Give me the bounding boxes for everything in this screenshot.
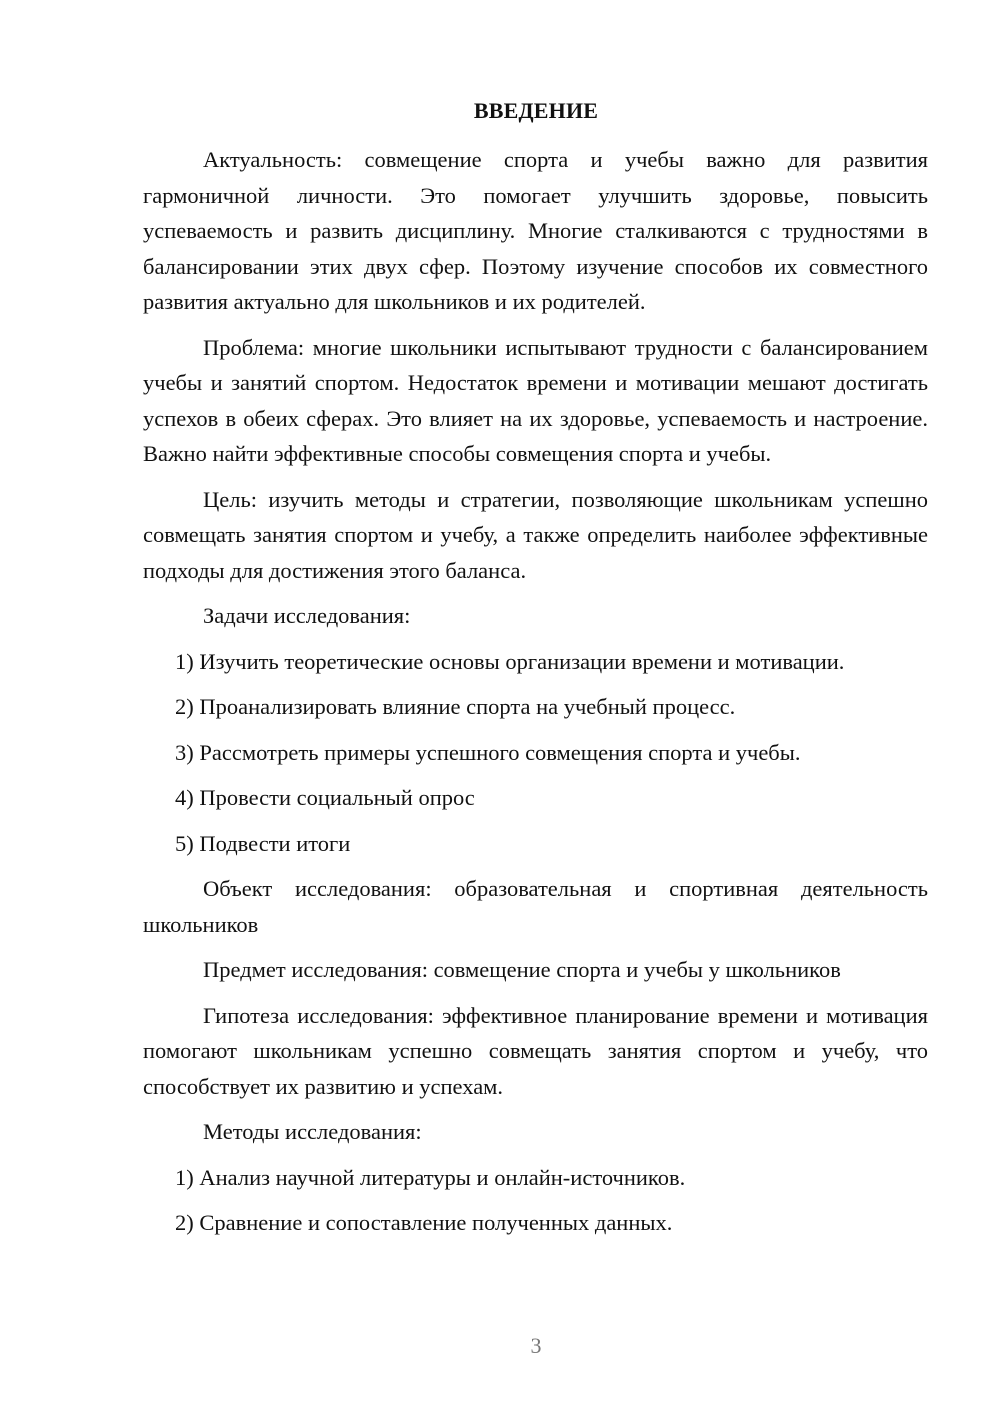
method-item: 2) Сравнение и сопоставление полученных данных. [175, 1210, 673, 1235]
task-item: 3) Рассмотреть примеры успешного совмещения спорта и учебы. [175, 739, 801, 765]
task-item: 2) Проанализировать влияние спорта на учебный процесс. [175, 694, 736, 719]
page-number: 3 [530, 1333, 542, 1358]
problem-paragraph: Проблема: многие школьники испытывают трудности с балансированием учебы и занятий спортом. Недостаток времени и мотивации мешают достигать успехов в обеих сферах. Это влияет на их здоровье, успеваемость и настроение. Важно найти эффективные способы совмещения спорта и учебы. [143, 334, 928, 466]
subject-paragraph: Предмет исследования: совмещение спорта и учебы у школьников [203, 957, 841, 982]
goal-paragraph: Цель: изучить методы и стратегии, позволяющие школьникам успешно совмещать занятия спортом и учебу, а также определить наиболее эффективные подходы для достижения этого баланса. [143, 486, 928, 583]
task-item: 1) Изучить теоретические основы организации времени и мотивации. [175, 648, 845, 674]
method-item: 1) Анализ научной литературы и онлайн-источников. [175, 1164, 686, 1190]
document-body [143, 142, 928, 1251]
page-title: ВВЕДЕНИЕ [473, 98, 599, 123]
relevance-paragraph: Актуальность: совмещение спорта и учебы важно для развития гармоничной личности. Это помогает улучшить здоровье, повысить успеваемость и развить дисциплину. Многие сталкиваются с трудностями в балансировании этих двух сфер. Поэтому изучение способов их совместного развития актуально для школьников и их родителей. [143, 147, 928, 314]
object-paragraph: Объект исследования: образовательная и спортивная деятельность школьников [143, 876, 928, 937]
hypothesis-paragraph: Гипотеза исследования: эффективное планирование времени и мотивация помогают школьникам успешно совмещать занятия спортом и учебу, что способствует их развитию и успехам. [143, 1002, 928, 1099]
tasks-label: Задачи исследования: [203, 603, 411, 628]
methods-label: Методы исследования: [203, 1119, 422, 1144]
task-item: 5) Подвести итоги [175, 830, 351, 856]
task-item: 4) Провести социальный опрос [175, 785, 475, 810]
